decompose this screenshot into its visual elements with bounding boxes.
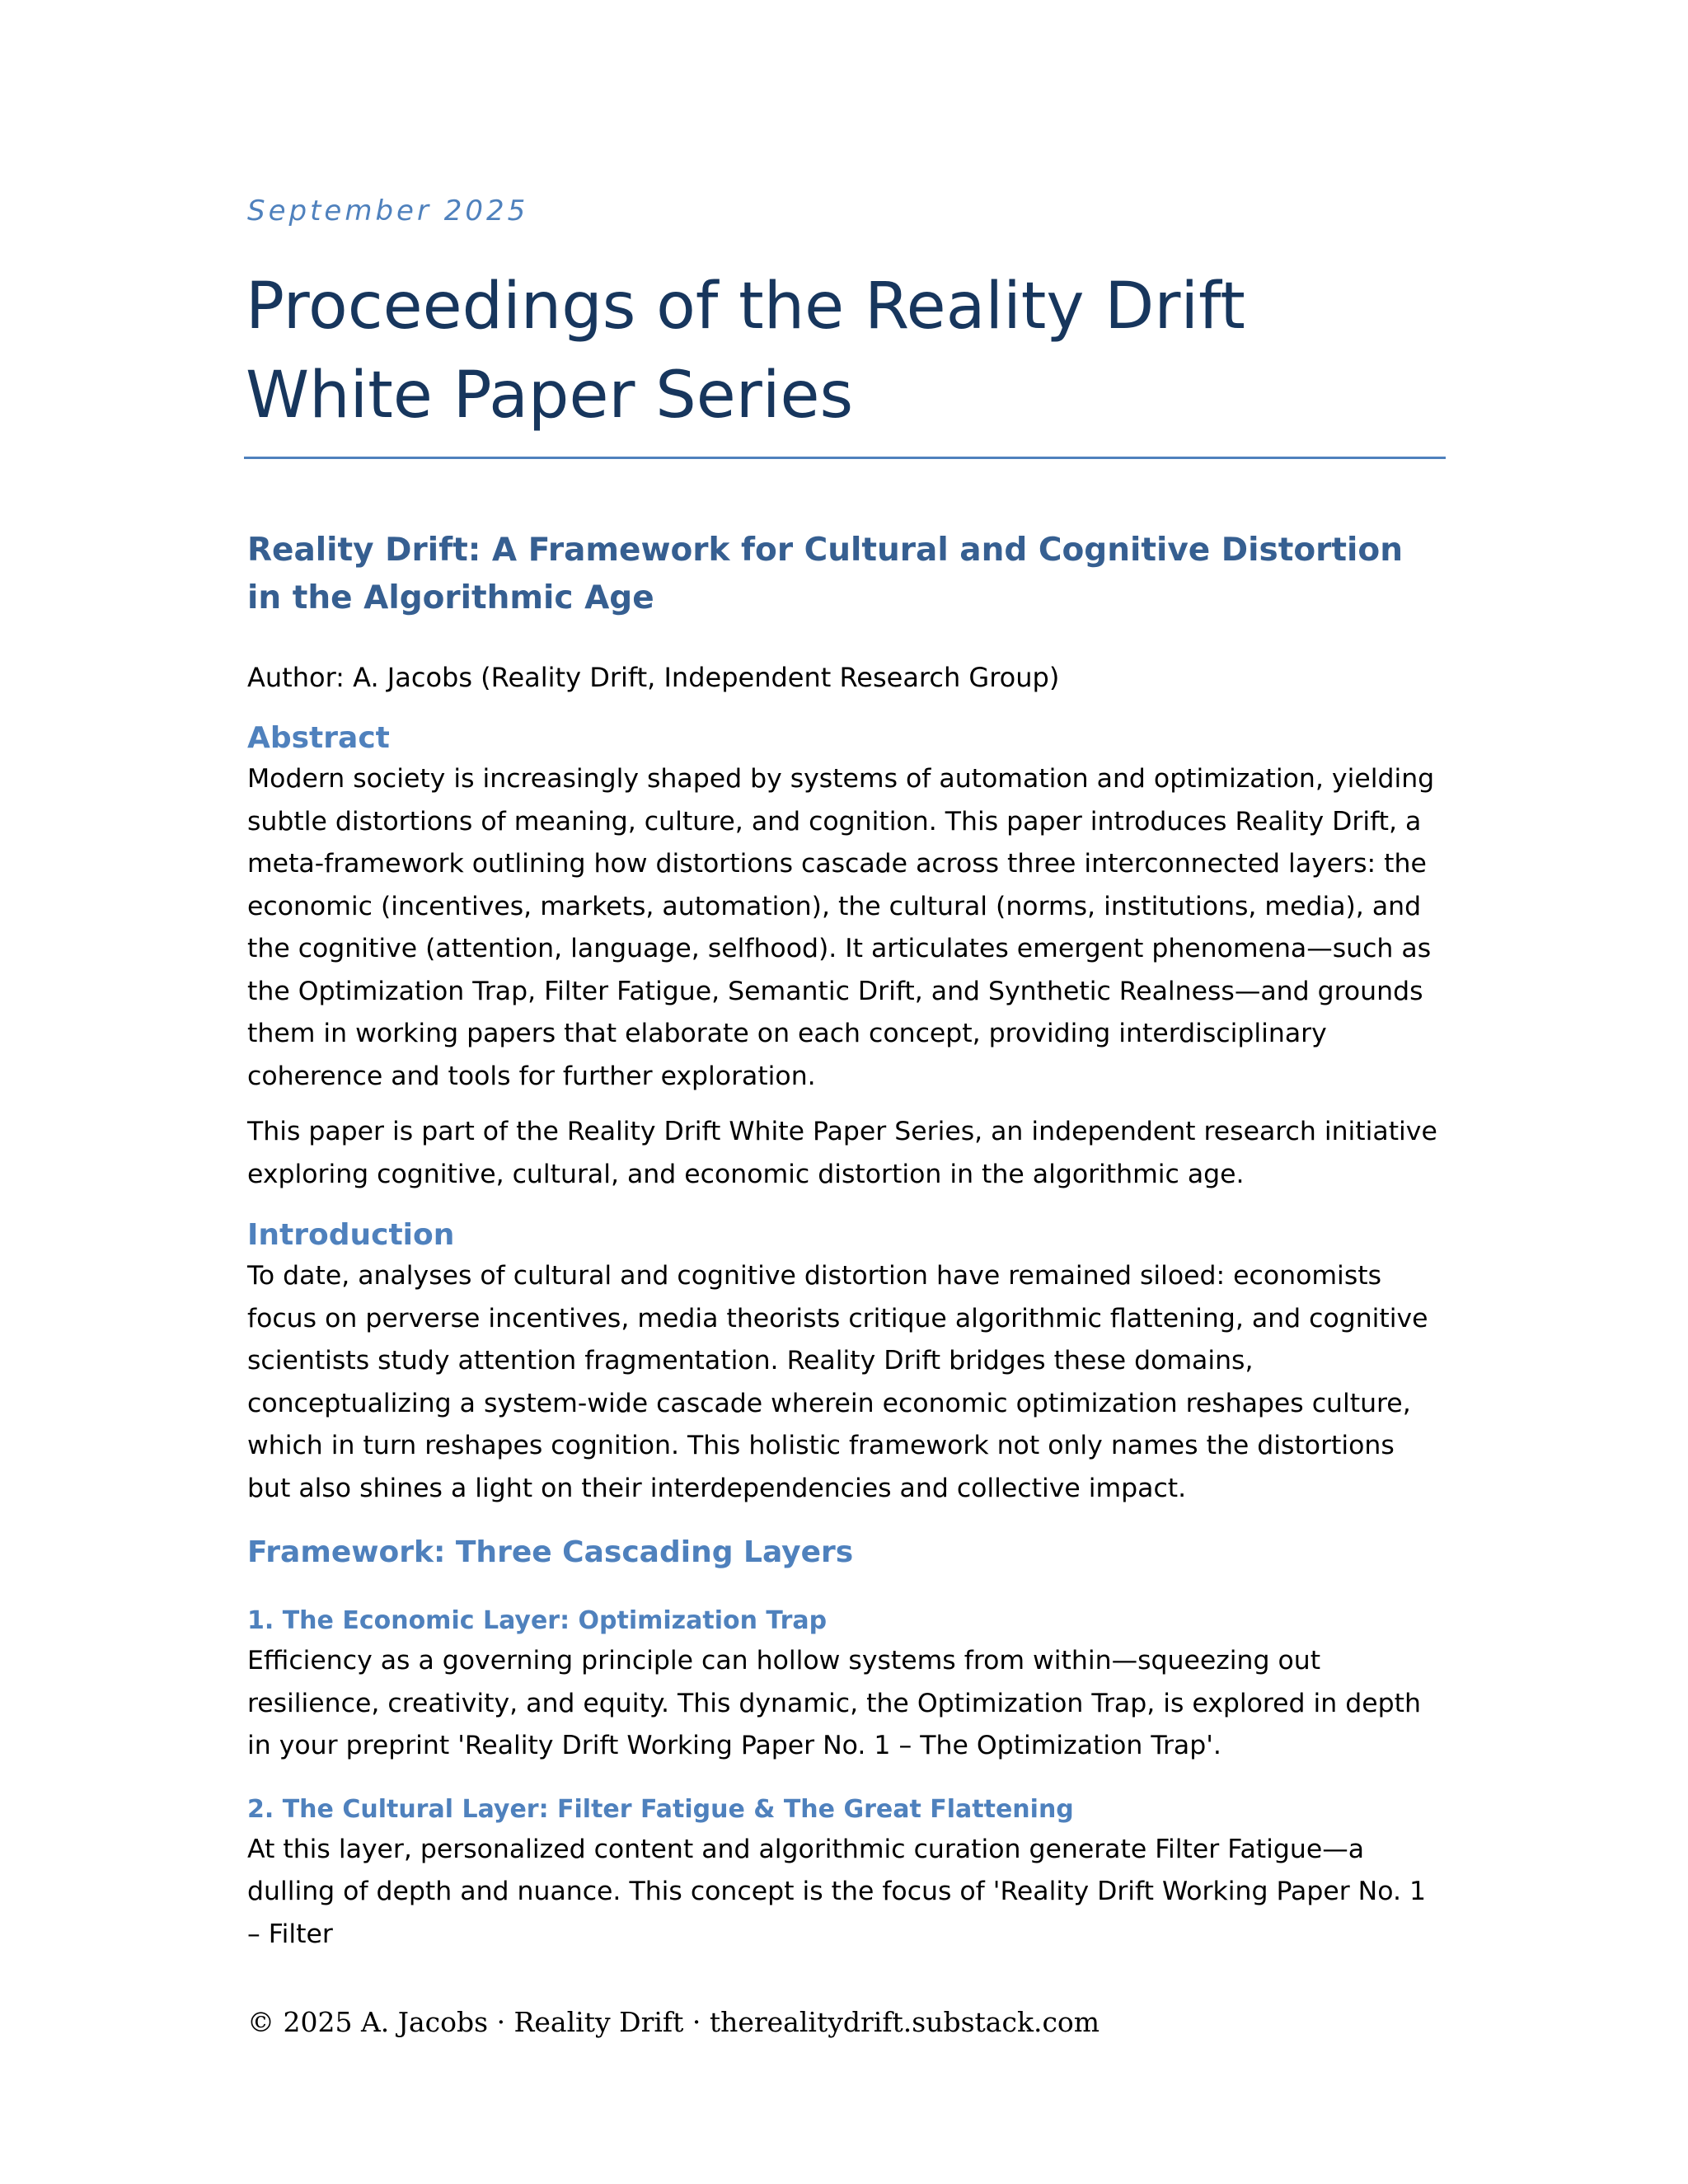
series-title: Proceedings of the Reality Drift White Paper Series — [246, 269, 1245, 433]
author-line: Author: A. Jacobs (Reality Drift, Independent Research Group) — [247, 662, 1060, 693]
cultural-layer-heading: 2. The Cultural Layer: Filter Fatigue & The Great Flattening — [247, 1794, 1074, 1824]
series-note-paragraph: This paper is part of the Reality Drift White Paper Series, an independent research initiative exploring cognitive, cultural, and economic distortion in the algorithmic age. — [247, 1117, 1437, 1189]
paper-title: Reality Drift: A Framework for Cultural and Cognitive Distortion in the Algorithmic Age — [247, 532, 1403, 616]
abstract-heading: Abstract — [247, 721, 390, 755]
cultural-layer-text: At this layer, personalized content and algorithmic curation generate Filter Fatigue—a dulling of depth and nuance. This concept is the focus of 'Reality Drift Working Paper No. 1 – Filter — [247, 1834, 1427, 1949]
publication-date: September 2025 — [247, 194, 529, 227]
framework-heading: Framework: Three Cascading Layers — [247, 1535, 854, 1569]
abstract-section — [247, 719, 1442, 1196]
page-content — [247, 194, 1442, 1956]
introduction-heading: Introduction — [247, 1218, 455, 1252]
title-divider — [244, 457, 1446, 459]
introduction-section — [247, 1216, 1442, 1510]
economic-layer-text: Efficiency as a governing principle can hollow systems from within—squeezing out resilience, creativity, and equity. This dynamic, the Optimization Trap, is explored in depth in your preprint 'Reality Drift Working Paper No. 1 – The Optimization Trap'. — [247, 1646, 1421, 1760]
framework-section — [247, 1533, 1442, 1956]
introduction-paragraph: To date, analyses of cultural and cognitive distortion have remained siloed: economists focus on perverse incentives, media theorists critique algorithmic flattening, and cognitive scientists study attention fragmentation. Reality Drift bridges these domains, conceptualizing a system-wide cascade wherein economic optimization reshapes culture, which in turn reshapes cognition. This holistic framework not only names the distortions but also shines a light on their interdependencies and collective impact. — [247, 1261, 1428, 1503]
economic-layer-heading: 1. The Economic Layer: Optimization Trap — [247, 1606, 828, 1635]
page-footer: © 2025 A. Jacobs · Reality Drift · therealitydrift.substack.com — [247, 2006, 1100, 2038]
abstract-paragraph: Modern society is increasingly shaped by systems of automation and optimization, yielding subtle distortions of meaning, culture, and cognition. This paper introduces Reality Drift, a meta-framework outlining how distortions cascade across three interconnected layers: the economic (incentives, markets, automation), the cultural (norms, institutions, media), and the cognitive (attention, language, selfhood). It articulates emergent phenomena—such as the Optimization Trap, Filter Fatigue, Semantic Drift, and Synthetic Realness—and grounds them in working papers that elaborate on each concept, providing interdisciplinary coherence and tools for further exploration. — [247, 764, 1435, 1091]
